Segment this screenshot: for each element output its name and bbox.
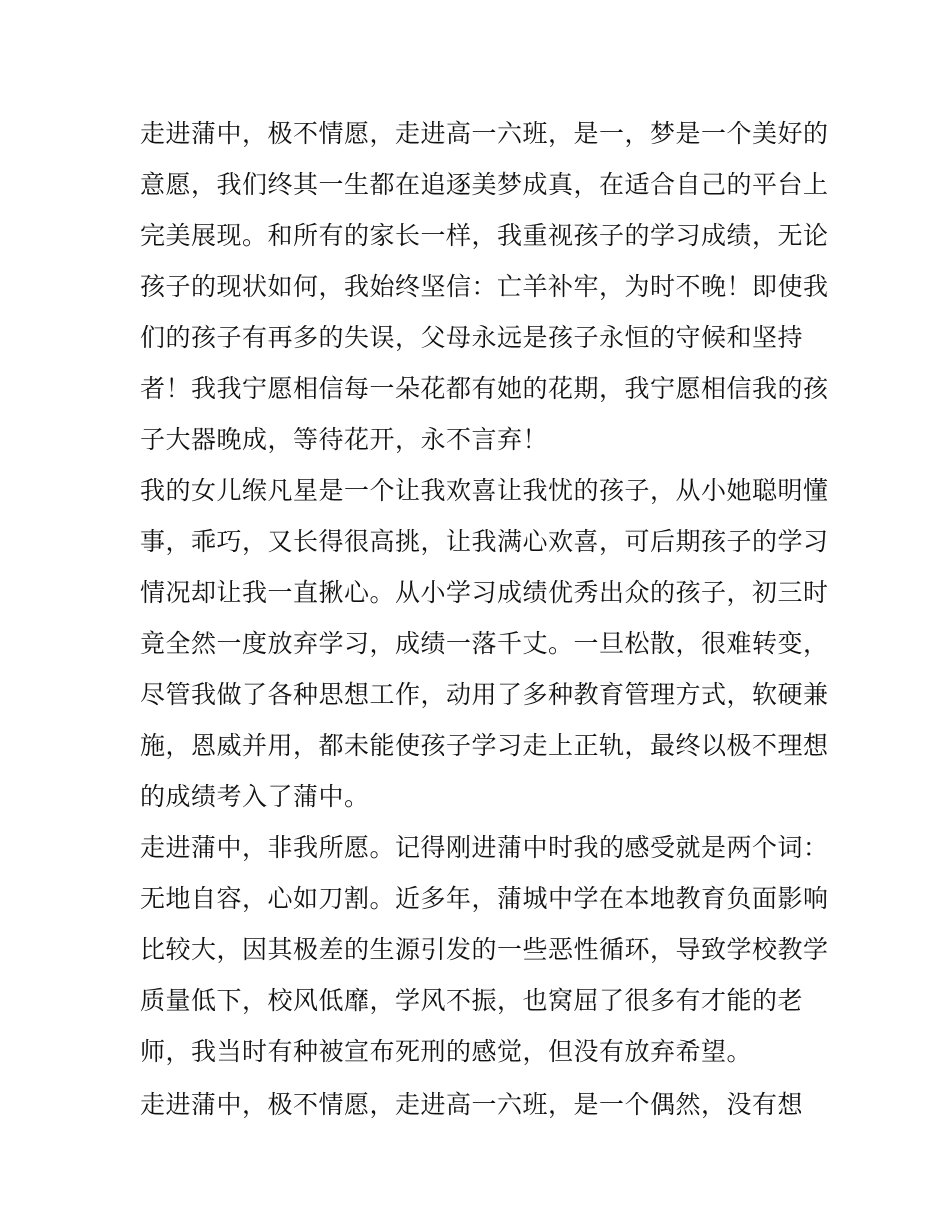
text-line: 情况却让我一直揪心。从小学习成绩优秀出众的孩子，初三时 [140, 578, 829, 607]
text-line: 完美展现。和所有的家长一样，我重视孩子的学习成绩，无论 [140, 221, 829, 250]
text-line: 尽管我做了各种思想工作，动用了多种教育管理方式，软硬兼 [140, 680, 829, 709]
paragraph-3 [140, 822, 829, 1077]
paragraph-1 [140, 108, 829, 465]
text-line: 孩子的现状如何，我始终坚信：亡羊补牢，为时不晚！即使我 [140, 272, 829, 301]
text-line: 意愿，我们终其一生都在追逐美梦成真，在适合自己的平台上 [140, 170, 829, 199]
text-line: 走进蒲中，非我所愿。记得刚进蒲中时我的感受就是两个词： [140, 833, 829, 862]
text-line: 竟全然一度放弃学习，成绩一落千丈。一旦松散，很难转变， [140, 629, 829, 658]
text-line: 质量低下，校风低靡，学风不振，也窝屈了很多有才能的老 [140, 986, 804, 1015]
paragraph-2 [140, 465, 829, 822]
text-line: 子大器晚成，等待花开，永不言弃！ [140, 425, 549, 454]
text-line: 施，恩威并用，都未能使孩子学习走上正轨，最终以极不理想 [140, 731, 829, 760]
text-line: 比较大，因其极差的生源引发的一些恶性循环，导致学校教学 [140, 935, 829, 964]
text-line: 的成绩考入了蒲中。 [140, 782, 370, 811]
text-line: 事，乖巧，又长得很高挑，让我满心欢喜，可后期孩子的学习 [140, 527, 829, 556]
text-line: 无地自容，心如刀割。近多年，蒲城中学在本地教育负面影响 [140, 884, 829, 913]
text-line: 我的女儿缑凡星是一个让我欢喜让我忧的孩子，从小她聪明懂 [140, 476, 829, 505]
text-line: 们的孩子有再多的失误，父母永远是孩子永恒的守候和坚持 [140, 323, 804, 352]
paragraph-4 [140, 1079, 816, 1130]
text-line: 师，我当时有种被宣布死刑的感觉，但没有放弃希望。 [140, 1037, 753, 1066]
document-body [140, 108, 829, 1130]
text-line: 走进蒲中，极不情愿，走进高一六班，是一个偶然，没有想 [140, 1090, 804, 1119]
text-line: 走进蒲中，极不情愿，走进高一六班，是一，梦是一个美好的 [140, 119, 829, 148]
text-line: 者！我我宁愿相信每一朵花都有她的花期，我宁愿相信我的孩 [140, 374, 829, 403]
